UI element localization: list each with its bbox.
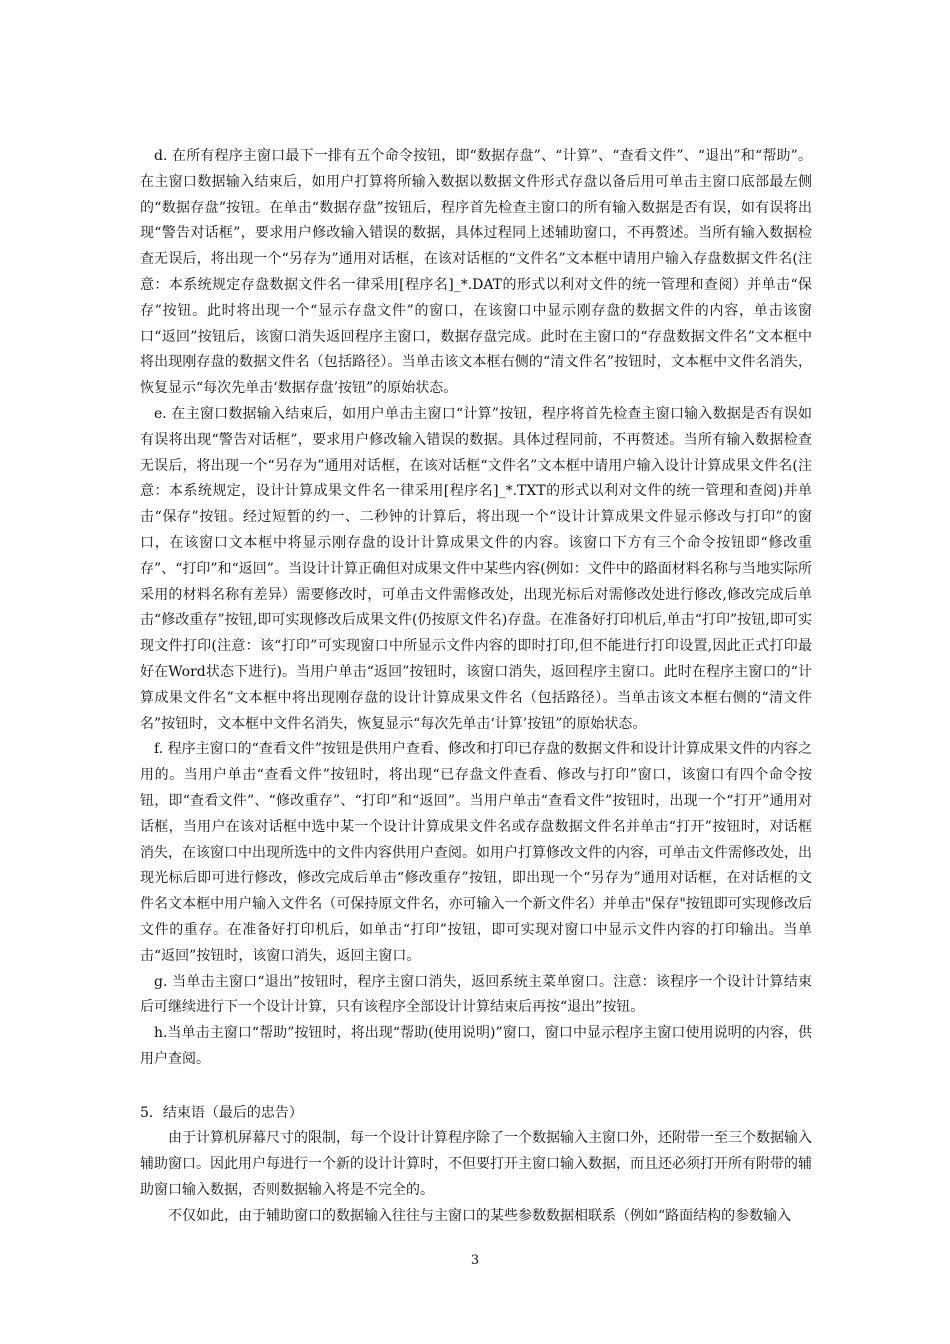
item-f-paragraph: f. 程序主窗口的“查看文件”按钮是供用户查看、修改和打印已存盘的数据文件和设计计算成果文件的内容之用的。当用户单击“查看文件”按钮时，将出现“已存盘文件查看、修改与打印”窗口，该窗口有四个命令按钮，即“查看文件”、“修改重存”、“打印”和“返回”。当用户单击“查看文件”按钮时，出现一个“打开”通用对话框，当用户在该对话框中选中某一个设计计算成果文件名或存盘数据文件名并单击“打开”按钮时，对话框消失，在该窗口中出现所选中的文件内容供用户查阅。如用户打算修改文件的内容，可单击文件需修改处，出现光标后即可进行修改，修改完成后单击“修改重存”按钮，即出现一个“另存为”通用对话框，在对话框的文件名文本框中用户输入文件名（可保持原文件名，亦可输入一个新文件名）并单击"保存"按钮即可实现修改后文件的重存。在准备好打印机后，如单击“打印”按钮，即可实现对窗口中显示文件内容的打印输出。当单击“返回”按钮时，该窗口消失，返回主窗口。	[140, 741, 812, 964]
item-d-paragraph: d. 在所有程序主窗口最下一排有五个命令按钮，即“数据存盘”、“计算”、“查看文件”、“退出”和“帮助”。在主窗口数据输入结束后，如用户打算将所输入数据以数据文件形式存盘以备后用可单击主窗口底部最左侧的“数据存盘”按钮。在单击“数据存盘”按钮后，程序首先检查主窗口的所有输入数据是否有误，如有误将出现“警告对话框”，要求用户修改输入错误的数据，具体过程同上述辅助窗口，不再赘述。当所有输入数据检查无误后，将出现一个“另存为”通用对话框，在该对话框的“文件名”文本框中请用户输入存盘数据文件名(注意：本系统规定存盘数据文件名一律采用[程序名]_*.DAT的形式以利对文件的统一管理和查阅）并单击“保存”按钮。此时将出现一个“显示存盘文件”的窗口，在该窗口中显示刚存盘的数据文件的内容，单击该窗口“返回”按钮后，该窗口消失返回程序主窗口，数据存盘完成。此时在主窗口的“存盘数据文件名”文本框中将出现刚存盘的数据文件名（包括路径）。当单击该文本框右侧的“清文件名”按钮时，文本框中文件名消失，恢复显示“每次先单击‘数据存盘’按钮”的原始状态。	[140, 148, 812, 397]
page-number: 3	[470, 1253, 480, 1268]
section-paragraph: 由于计算机屏幕尺寸的限制，每一个设计计算程序除了一个数据输入主窗口外，还附带一至三个数据输入辅助窗口。因此用户每进行一个新的设计计算时，不但要打开主窗口输入数据，而且还必须打开所有附带的辅助窗口输入数据，否则数据输入将是不完全的。	[140, 1130, 812, 1199]
item-h-paragraph: h.当单击主窗口“帮助”按钮时，将出现“帮助(使用说明)”窗口，窗口中显示程序主窗口使用说明的内容，供用户查阅。	[140, 1025, 812, 1067]
section-heading: 5．结束语（最后的忠告）	[140, 1104, 303, 1121]
item-e-paragraph: e. 在主窗口数据输入结束后，如用户单击主窗口“计算”按钮，程序将首先检查主窗口输入数据是否有误如有误将出现“警告对话框”，要求用户修改输入错误的数据。具体过程同前，不再赘述。当所有输入数据检查无误后，将出现一个“另存为”通用对话框，在该对话框“文件名”文本框中请用户输入设计计算成果文件名(注意：本系统规定，设计计算成果文件名一律采用[程序名]_*.TXT的形式以利对文件的统一管理和查阅)并单击“保存”按钮。经过短暂的约一、二秒钟的计算后，将出现一个“设计计算成果文件显示修改与打印”的窗口，在该窗口文本框中将显示刚存盘的设计计算成果文件的内容。该窗口下方有三个命令按钮即“修改重存”、“打印”和“返回”。当设计计算正确但对成果文件中某些内容(例如：文件中的路面材料名称与当地实际所采用的材料名称有差异）需要修改时，可单击文件需修改处，出现光标后对需修改处进行修改,修改完成后单击“修改重存”按钮,即可实现修改后成果文件(仍按原文件名)存盘。在准备好打印机后,单击“打印”按钮,即可实现文件打印(注意：该“打印”可实现窗口中所显示文件内容的即时打印,但不能进行打印设置,因此正式打印最好在Word状态下进行)。当用户单击“返回”按钮时，该窗口消失，返回程序主窗口。此时在程序主窗口的“计算成果文件名”文本框中将出现刚存盘的设计计算成果文件名（包括路径）。当单击该文本框右侧的“清文件名”按钮时，文本框中文件名消失，恢复显示“每次先单击‘计算’按钮”的原始状态。	[140, 405, 812, 732]
item-g-paragraph: g. 当单击主窗口“退出”按钮时，程序主窗口消失，返回系统主菜单窗口。注意：该程序一个设计计算结束后可继续进行下一个设计计算，只有该程序全部设计计算结束后再按“退出”按钮。	[140, 973, 812, 1016]
section-paragraph: 不仅如此，由于辅助窗口的数据输入往往与主窗口的某些参数数据相联系（例如“路面结构的参数输入	[168, 1207, 792, 1224]
body-text	[140, 144, 812, 1230]
